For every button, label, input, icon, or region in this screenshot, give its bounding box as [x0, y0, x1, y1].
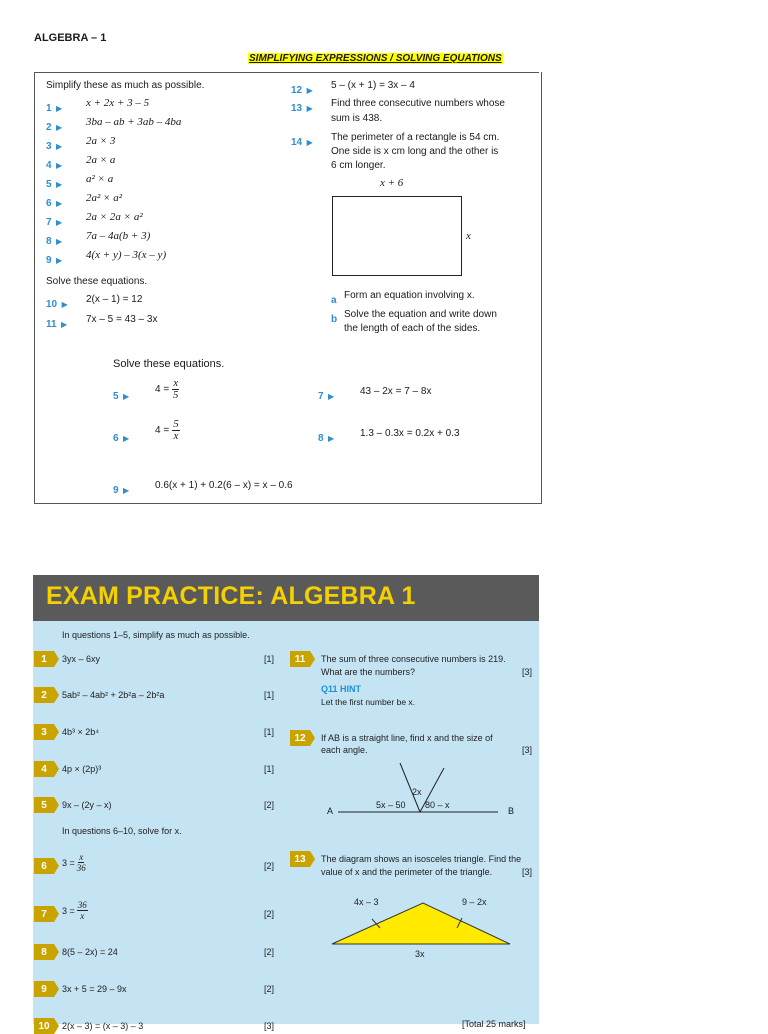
equation-lhs: 4 = [155, 425, 170, 436]
triangle-right-side-label: 9 – 2x [462, 897, 487, 907]
document-subtitle: SIMPLIFYING EXPRESSIONS / SOLVING EQUATIONS [249, 53, 502, 64]
angle-label-2x: 2x [412, 787, 422, 797]
arrow-icon: ▶ [328, 392, 335, 401]
simplify-q4-number [46, 155, 62, 173]
fraction-denominator: 5 [172, 389, 179, 401]
q13-marks: [3] [522, 867, 533, 877]
simplify-q8-number [46, 231, 62, 249]
solve2-q7: 43 – 2x = 7 – 8x [360, 386, 432, 397]
question-badge-1: 1 [34, 651, 54, 667]
exam-q2-expression: 5ab² – 4ab² + 2b²a – 2b²a [62, 690, 165, 700]
question-number: 8 [46, 236, 52, 247]
question-number: 13 [291, 103, 303, 114]
question-badge-10: 10 [34, 1018, 54, 1034]
solve2-q7-number [318, 386, 334, 404]
solve2-q5 [155, 378, 179, 401]
rectangle-top-label: x + 6 [380, 177, 404, 189]
simplify-q9-number [46, 250, 62, 268]
arrow-icon: ▶ [123, 486, 130, 495]
arrow-icon: ▶ [56, 199, 63, 208]
q12-line1: If AB is a straight line, find x and the size of [321, 733, 493, 743]
solve2-instructions: Solve these equations. [113, 358, 225, 370]
angle-label-5x-50: 5x – 50 [376, 800, 406, 810]
fraction [172, 419, 180, 442]
question-13-line2: sum is 438. [331, 113, 383, 124]
arrow-icon: ▶ [56, 180, 63, 189]
rectangle-side-label: x [466, 230, 471, 242]
arrow-icon: ▶ [56, 123, 63, 132]
question-number: 2 [46, 122, 52, 133]
question-number: 8 [318, 433, 324, 444]
exam-q3-expression: 4b³ × 2b⁴ [62, 727, 100, 737]
question-14-line3: 6 cm longer. [331, 160, 386, 171]
exam-q5-expression: 9x – (2y – x) [62, 800, 112, 810]
arrow-icon: ▶ [328, 434, 335, 443]
question-number: 6 [46, 198, 52, 209]
fraction-numerator: 5 [173, 418, 179, 430]
arrow-icon: ▶ [56, 104, 63, 113]
question-badge-9: 9 [34, 981, 54, 997]
isosceles-triangle-diagram [328, 900, 518, 950]
point-b-label: B [508, 806, 515, 816]
question-12 [291, 80, 313, 98]
question-number: 14 [291, 137, 303, 148]
simplify-q7-number [46, 212, 62, 230]
solve-q10-expression: 2(x – 1) = 12 [86, 294, 143, 305]
equation-lhs: 3 = [62, 857, 75, 868]
arrow-icon: ▶ [123, 434, 130, 443]
equation-lhs: 4 = [155, 384, 170, 395]
angle-label-80-x: 80 – x [425, 800, 450, 810]
arrow-icon: ▶ [123, 392, 130, 401]
simplify-q3-expression: 2a × 3 [86, 135, 116, 147]
q11-hint-title: Q11 HINT [321, 684, 362, 694]
question-14-line1: The perimeter of a rectangle is 54 cm. [331, 132, 500, 143]
arrow-icon: ▶ [56, 142, 63, 151]
question-number: 5 [46, 179, 52, 190]
exam-intro-simplify: In questions 1–5, simplify as much as possible. [62, 630, 250, 640]
question-badge-6: 6 [34, 858, 54, 874]
arrow-icon: ▶ [56, 237, 63, 246]
fraction-numerator: x [79, 852, 84, 862]
part-letter: a [331, 295, 337, 306]
question-14-line2: One side is x cm long and the other is [331, 146, 499, 157]
part-a-text: Form an equation involving x. [344, 290, 475, 301]
solve2-q8-number [318, 428, 334, 446]
triangle-shape [332, 903, 510, 944]
exam-q1-expression: 3yx – 6xy [62, 654, 101, 664]
equation-lhs: 3 = [62, 905, 75, 916]
question-badge-12: 12 [290, 730, 310, 746]
arrow-icon: ▶ [61, 320, 68, 329]
exercise-box-top-border [34, 72, 539, 73]
question-badge-4: 4 [34, 761, 54, 777]
part-letter: b [331, 314, 338, 325]
question-number: 7 [318, 391, 324, 402]
question-number: 11 [46, 319, 57, 330]
question-badge-3: 3 [34, 724, 54, 740]
exam-q8-marks: [2] [264, 947, 275, 957]
simplify-q5-number [46, 174, 62, 192]
simplify-q5-expression: a² × a [86, 173, 114, 185]
question-number: 9 [46, 255, 52, 266]
solve-instructions: Solve these equations. [46, 276, 148, 287]
simplify-q1-number [46, 98, 62, 116]
question-number: 3 [46, 141, 52, 152]
exam-practice-title: EXAM PRACTICE: ALGEBRA 1 [46, 582, 416, 610]
question-13-line1: Find three consecutive numbers whose [331, 98, 505, 109]
question-14 [291, 132, 313, 150]
fraction-numerator: 36 [77, 900, 87, 910]
triangle-left-side-label: 4x – 3 [354, 897, 379, 907]
q11-marks: [3] [522, 667, 533, 677]
simplify-q4-expression: 2a × a [86, 154, 116, 166]
exam-q9-marks: [2] [264, 984, 275, 994]
fraction [172, 378, 179, 401]
exam-q3-marks: [1] [264, 727, 275, 737]
part-b [331, 309, 337, 327]
simplify-q2-expression: 3ba – ab + 3ab – 4ba [86, 116, 182, 128]
exam-q7-equation [62, 900, 88, 921]
exam-q1-marks: [1] [264, 654, 275, 664]
fraction-denominator: 36 [76, 863, 86, 873]
solve2-q8: 1.3 – 0.3x = 0.2x + 0.3 [360, 428, 460, 439]
q11-line1: The sum of three consecutive numbers is 219. [321, 654, 506, 664]
arrow-icon: ▶ [306, 138, 313, 147]
exam-q6-marks: [2] [264, 861, 275, 871]
solve2-q9-number [113, 480, 129, 498]
solve2-q6 [155, 419, 180, 442]
arrow-icon: ▶ [306, 86, 313, 95]
q11-hint-text: Let the first number be x. [321, 697, 416, 707]
question-number: 9 [113, 485, 119, 496]
simplify-q7-expression: 2a × 2a × a² [86, 211, 143, 223]
question-badge-5: 5 [34, 797, 54, 813]
q12-marks: [3] [522, 745, 533, 755]
solve2-q5-number [113, 386, 129, 404]
question-number: 7 [46, 217, 52, 228]
solve2-q6-number [113, 428, 129, 446]
question-number: 1 [46, 103, 52, 114]
q13-line1: The diagram shows an isosceles triangle. Find the [321, 854, 522, 864]
part-b-line1: Solve the equation and write down [344, 309, 497, 320]
fraction-denominator: x [173, 430, 179, 442]
question-badge-2: 2 [34, 687, 54, 703]
arrow-icon: ▶ [306, 104, 313, 113]
document-title: ALGEBRA – 1 [34, 32, 107, 44]
solve-q11-number [46, 314, 67, 332]
simplify-q2-number [46, 117, 62, 135]
exam-q4-expression: 4p × (2p)³ [62, 764, 102, 774]
q11-line2: What are the numbers? [321, 667, 416, 677]
arrow-icon: ▶ [56, 256, 63, 265]
question-number: 4 [46, 160, 52, 171]
q12-line2: each angle. [321, 745, 368, 755]
point-a-label: A [327, 806, 334, 816]
solve2-q9: 0.6(x + 1) + 0.2(6 – x) = x – 0.6 [155, 480, 293, 491]
question-badge-7: 7 [34, 906, 54, 922]
simplify-q1-expression: x + 2x + 3 – 5 [86, 97, 150, 109]
exam-intro-solve: In questions 6–10, solve for x. [62, 826, 182, 836]
question-number: 12 [291, 85, 303, 96]
question-number: 6 [113, 433, 119, 444]
arrow-icon: ▶ [56, 218, 63, 227]
question-badge-11: 11 [290, 651, 310, 667]
exam-q7-marks: [2] [264, 909, 275, 919]
solve-q10-number [46, 294, 68, 312]
q13-line2: value of x and the perimeter of the triangle. [321, 867, 493, 877]
question-badge-13: 13 [290, 851, 310, 867]
question-badge-8: 8 [34, 944, 54, 960]
rectangle-diagram [332, 196, 462, 276]
exam-q4-marks: [1] [264, 764, 275, 774]
arrow-icon: ▶ [61, 300, 68, 309]
simplify-q6-expression: 2a² × a² [86, 192, 123, 204]
arrow-icon: ▶ [56, 161, 63, 170]
question-13 [291, 98, 313, 116]
solve-q11-expression: 7x – 5 = 43 – 3x [86, 314, 158, 325]
question-12-text: 5 – (x + 1) = 3x – 4 [331, 80, 415, 91]
exam-q5-marks: [2] [264, 800, 275, 810]
fraction [77, 852, 86, 873]
exam-q6-equation [62, 852, 86, 873]
fraction-numerator: x [173, 377, 179, 389]
exam-q10-marks: [3] [264, 1021, 275, 1031]
simplify-q9-expression: 4(x + y) – 3(x – y) [86, 249, 167, 261]
simplify-q3-number [46, 136, 62, 154]
part-a [331, 290, 337, 308]
question-number: 5 [113, 391, 119, 402]
exam-q2-marks: [1] [264, 690, 275, 700]
exam-total-marks: [Total 25 marks] [462, 1019, 526, 1029]
fraction-denominator: x [80, 911, 85, 921]
simplify-q8-expression: 7a – 4a(b + 3) [86, 230, 151, 242]
fraction [77, 900, 88, 921]
simplify-q6-number [46, 193, 62, 211]
part-b-line2: the length of each of the sides. [344, 323, 481, 334]
exam-q10-expression: 2(x – 3) = (x – 3) – 3 [62, 1021, 144, 1031]
simplify-instructions: Simplify these as much as possible. [46, 80, 205, 91]
exam-q8-expression: 8(5 – 2x) = 24 [62, 947, 118, 957]
exam-q9-expression: 3x + 5 = 29 – 9x [62, 984, 127, 994]
triangle-base-label: 3x [415, 949, 425, 959]
question-number: 10 [46, 299, 58, 310]
